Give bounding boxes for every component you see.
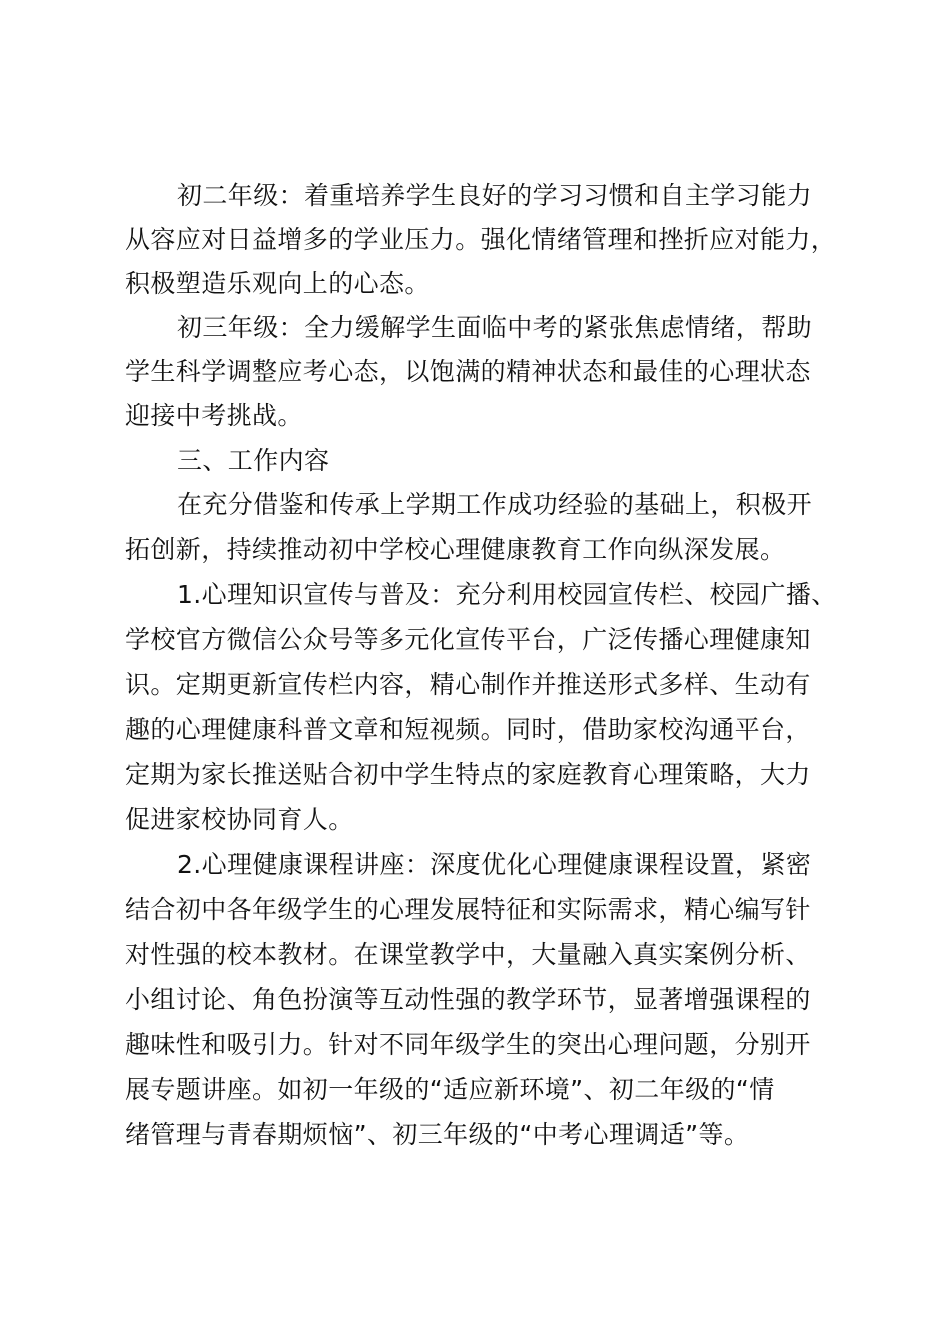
paragraph-grade9-line-3: 迎接中考挑战。 [125, 401, 303, 430]
paragraph-item2-line-6: 展专题讲座。如初一年级的“适应新环境”、初二年级的“情 [125, 1075, 775, 1104]
paragraph-item1-line-2: 学校官方微信公众号等多元化宣传平台，广泛传播心理健康知 [125, 625, 811, 654]
paragraph-item1-line-3: 识。定期更新宣传栏内容，精心制作并推送形式多样、生动有 [125, 670, 811, 699]
paragraph-item1-line-4: 趣的心理健康科普文章和短视频。同时，借助家校沟通平台， [125, 715, 811, 744]
paragraph-grade9-line-2: 学生科学调整应考心态，以饱满的精神状态和最佳的心理状态 [125, 357, 811, 386]
paragraph-item2-line-7: 绪管理与青春期烦恼”、初三年级的“中考心理调适”等。 [125, 1120, 750, 1149]
paragraph-intro-line-1: 在充分借鉴和传承上学期工作成功经验的基础上，积极开 [177, 490, 813, 519]
paragraph-item1-line-1: 1.心理知识宣传与普及：充分利用校园宣传栏、校园广播、 [177, 580, 837, 609]
paragraph-grade8-line-2: 从容应对日益增多的学业压力。强化情绪管理和挫折应对能力， [125, 225, 837, 254]
paragraph-grade8-line-1: 初二年级：着重培养学生良好的学习习惯和自主学习能力 [177, 181, 813, 210]
paragraph-item2-line-4: 小组讨论、角色扮演等互动性强的教学环节，显著增强课程的 [125, 985, 811, 1014]
paragraph-grade9-line-1: 初三年级：全力缓解学生面临中考的紧张焦虑情绪，帮助 [177, 313, 813, 342]
paragraph-item1-line-5: 定期为家长推送贴合初中学生特点的家庭教育心理策略，大力 [125, 760, 811, 789]
paragraph-intro-line-2: 拓创新，持续推动初中学校心理健康教育工作向纵深发展。 [125, 535, 786, 564]
paragraph-grade8-line-3: 积极塑造乐观向上的心态。 [125, 269, 430, 298]
paragraph-item2-line-2: 结合初中各年级学生的心理发展特征和实际需求，精心编写针 [125, 895, 811, 924]
paragraph-item2-line-1: 2.心理健康课程讲座：深度优化心理健康课程设置，紧密 [177, 850, 812, 879]
paragraph-item2-line-5: 趣味性和吸引力。针对不同年级学生的突出心理问题，分别开 [125, 1030, 811, 1059]
paragraph-item2-line-3: 对性强的校本教材。在课堂教学中，大量融入真实案例分析、 [125, 940, 811, 969]
paragraph-item1-line-6: 促进家校协同育人。 [125, 805, 354, 834]
section-heading-work-content: 三、工作内容 [177, 446, 330, 475]
